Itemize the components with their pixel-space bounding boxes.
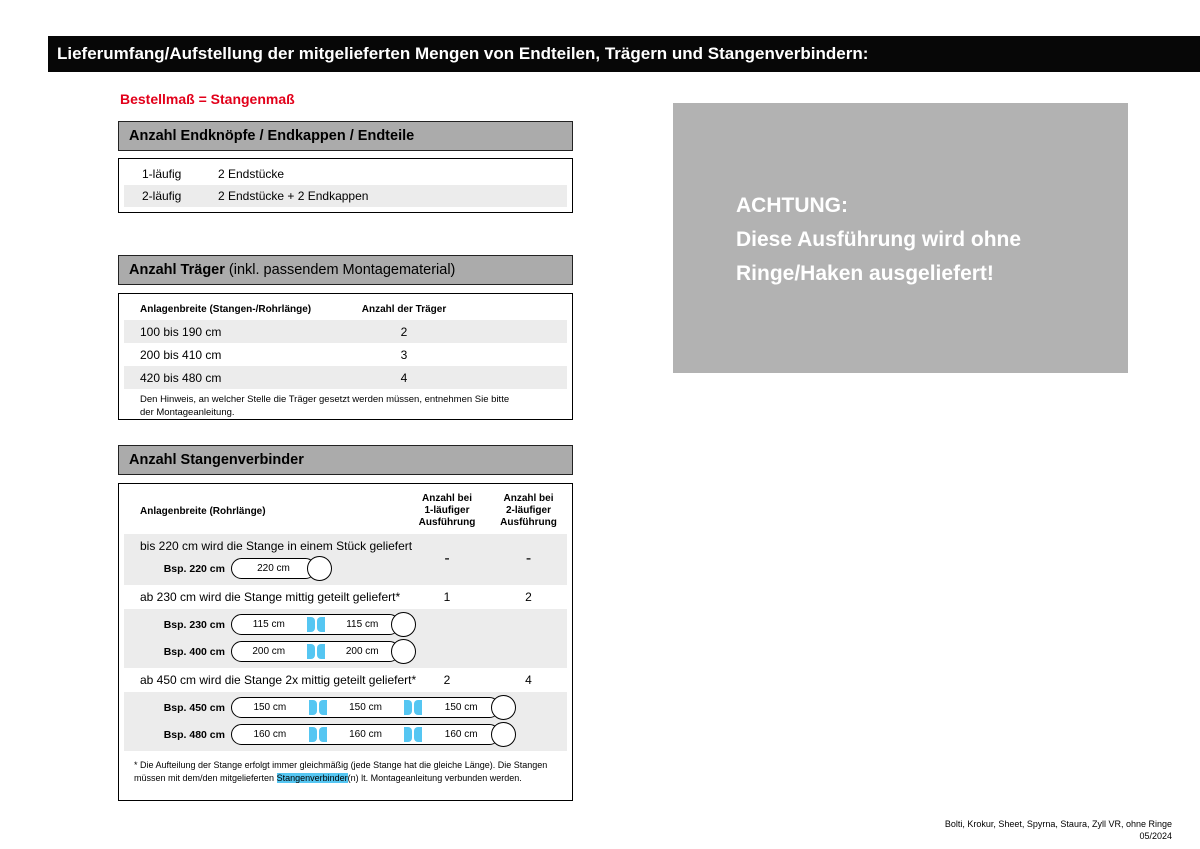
attention-text-line: Ringe/Haken ausgeliefert!: [736, 262, 994, 285]
column-header-line: Ausführung: [500, 517, 557, 528]
brackets-table-header: [124, 298, 567, 320]
row-label: 2-läufig: [142, 189, 182, 203]
column-header: Anlagenbreite (Stangen-/Rohrlänge): [140, 303, 312, 315]
footnote-text: (n) lt. Montageanleitung verbunden werden.: [347, 773, 522, 783]
section-header-endpieces: [118, 121, 573, 151]
count-2-run: 2: [525, 590, 532, 604]
row-range: 200 bis 410 cm: [140, 347, 222, 362]
rod-example-label: Bsp. 230 cm: [163, 618, 225, 631]
rod-segment: 160 cm: [349, 729, 382, 740]
rod-example: [124, 694, 567, 721]
group-230-examples: [124, 609, 567, 668]
row-label: 1-läufig: [142, 167, 182, 181]
connectors-table-header: [124, 488, 567, 534]
section-title: Anzahl Träger: [129, 262, 225, 278]
rod-segment: 160 cm: [253, 729, 287, 740]
table-row: [124, 185, 567, 207]
row-value: 2 Endstücke + 2 Endkappen: [218, 189, 369, 203]
column-header-line: Anzahl bei: [503, 493, 554, 504]
table-row: [124, 366, 567, 389]
row-range: 420 bis 480 cm: [140, 370, 222, 385]
rod-diagram: [231, 556, 332, 581]
count-2-run: -: [525, 550, 532, 567]
rod-segment: 150 cm: [444, 702, 478, 713]
group-content: [124, 536, 413, 582]
connectors-table: [118, 483, 573, 801]
page-footer: [945, 818, 1172, 842]
footer-date: 05/2024: [1139, 831, 1172, 841]
count-2-run: 4: [525, 673, 532, 687]
rod-connector: [403, 725, 423, 744]
count-1-run: 1: [443, 590, 451, 604]
rod-end-cap: [391, 639, 416, 664]
column-header-line: Ausführung: [418, 517, 476, 528]
rod-segment: 115 cm: [346, 619, 379, 630]
section-title-suffix: (inkl. passendem Montagematerial): [224, 262, 456, 278]
rod-diagram: [231, 695, 516, 720]
rod-connector: [308, 725, 328, 744]
rod-example: [124, 721, 567, 748]
footer-products: Bolti, Krokur, Sheet, Spyrna, Staura, Zyll VR, ohne Ringe: [944, 819, 1172, 829]
footnote-line: [134, 772, 567, 785]
table-row: [124, 163, 567, 185]
rod-example: [124, 611, 567, 638]
column-header-line: 1-läufiger: [424, 505, 470, 516]
rod-body: [231, 697, 500, 718]
row-count: 4: [400, 370, 408, 385]
rod-example: [124, 638, 567, 665]
rod-end-cap: [491, 695, 516, 720]
rod-segment: 200 cm: [252, 646, 286, 657]
rod-example-label: Bsp. 450 cm: [163, 701, 225, 714]
rod-example-label: Bsp. 220 cm: [163, 562, 225, 575]
rod-connector: [306, 642, 326, 661]
footnote: [124, 751, 567, 785]
group-rule-text: bis 220 cm wird die Stange in einem Stück geliefert: [140, 539, 413, 553]
rod-segment: 220 cm: [257, 563, 290, 574]
rod-body: [231, 724, 500, 745]
group-up-to-220: [124, 534, 567, 585]
section-title: Anzahl Endknöpfe / Endkappen / Endteile: [129, 128, 415, 144]
page-title-bar: [48, 36, 1200, 72]
rod-segment: 115 cm: [252, 619, 285, 630]
section-header-connectors: [118, 445, 573, 475]
rod-body: [231, 641, 400, 662]
attention-text-line: Diese Ausführung wird ohne: [736, 228, 1022, 251]
section-header-brackets: [118, 255, 573, 285]
count-1-run: 2: [443, 673, 451, 687]
endpieces-table: [118, 158, 573, 213]
row-value: 2 Endstücke: [218, 167, 285, 181]
rod-example: [124, 555, 404, 582]
rod-connector: [306, 615, 326, 634]
rod-segment: 150 cm: [253, 702, 287, 713]
rod-connector: [403, 698, 423, 717]
table-row: [124, 343, 567, 366]
rod-body: [231, 558, 316, 579]
brackets-note: Den Hinweis, an welcher Stelle die Träger gesetzt werden müssen, entnehmen Sie bitte der Montageanleitung.: [140, 394, 510, 418]
table-row: [124, 320, 567, 343]
brackets-table: [118, 293, 573, 420]
rod-connector: [308, 698, 328, 717]
group-rule-text: ab 230 cm wird die Stange mittig geteilt geliefert*: [140, 590, 401, 604]
rod-segment: 160 cm: [444, 729, 478, 740]
column-header-line: Anzahl bei: [421, 493, 472, 504]
attention-box: [673, 103, 1128, 373]
rod-diagram: [231, 722, 516, 747]
group-450-header: [124, 668, 567, 692]
rod-end-cap: [491, 722, 516, 747]
count-1-run: -: [444, 550, 450, 567]
row-count: 3: [400, 347, 408, 362]
rod-segment: 150 cm: [349, 702, 382, 713]
attention-title: ACHTUNG:: [736, 194, 848, 217]
rod-segment: 200 cm: [345, 646, 379, 657]
section-title: Anzahl Stangenverbinder: [129, 452, 304, 468]
column-header-line: 2-läufiger: [505, 505, 551, 516]
rod-end-cap: [391, 612, 416, 637]
footnote-line: * Die Aufteilung der Stange erfolgt immer gleichmäßig (jede Stange hat die gleiche Länge). Die Stangen: [134, 760, 548, 770]
order-size-note: Bestellmaß = Stangenmaß: [120, 91, 295, 107]
column-header: Anzahl der Träger: [361, 303, 447, 315]
rod-example-label: Bsp. 480 cm: [163, 728, 225, 741]
group-450-examples: [124, 692, 567, 751]
page-title: Lieferumfang/Aufstellung der mitgelieferten Mengen von Endteilen, Trägern und Stangenverbindern:: [57, 44, 869, 63]
column-header: [404, 488, 490, 534]
rod-body: [231, 614, 400, 635]
highlighted-term: Stangenverbinder: [276, 773, 348, 783]
rod-diagram: [231, 639, 416, 664]
rod-end-cap: [307, 556, 332, 581]
row-count: 2: [400, 324, 408, 339]
group-rule-text: ab 450 cm wird die Stange 2x mittig geteilt geliefert*: [140, 673, 417, 687]
rod-diagram: [231, 612, 416, 637]
row-range: 100 bis 190 cm: [140, 324, 222, 339]
column-header: Anlagenbreite (Rohrlänge): [140, 505, 266, 517]
group-230-header: [124, 585, 567, 609]
rod-example-label: Bsp. 400 cm: [163, 645, 225, 658]
column-header: [490, 488, 567, 534]
footnote-text: müssen mit dem/den mitgelieferten: [134, 773, 277, 783]
